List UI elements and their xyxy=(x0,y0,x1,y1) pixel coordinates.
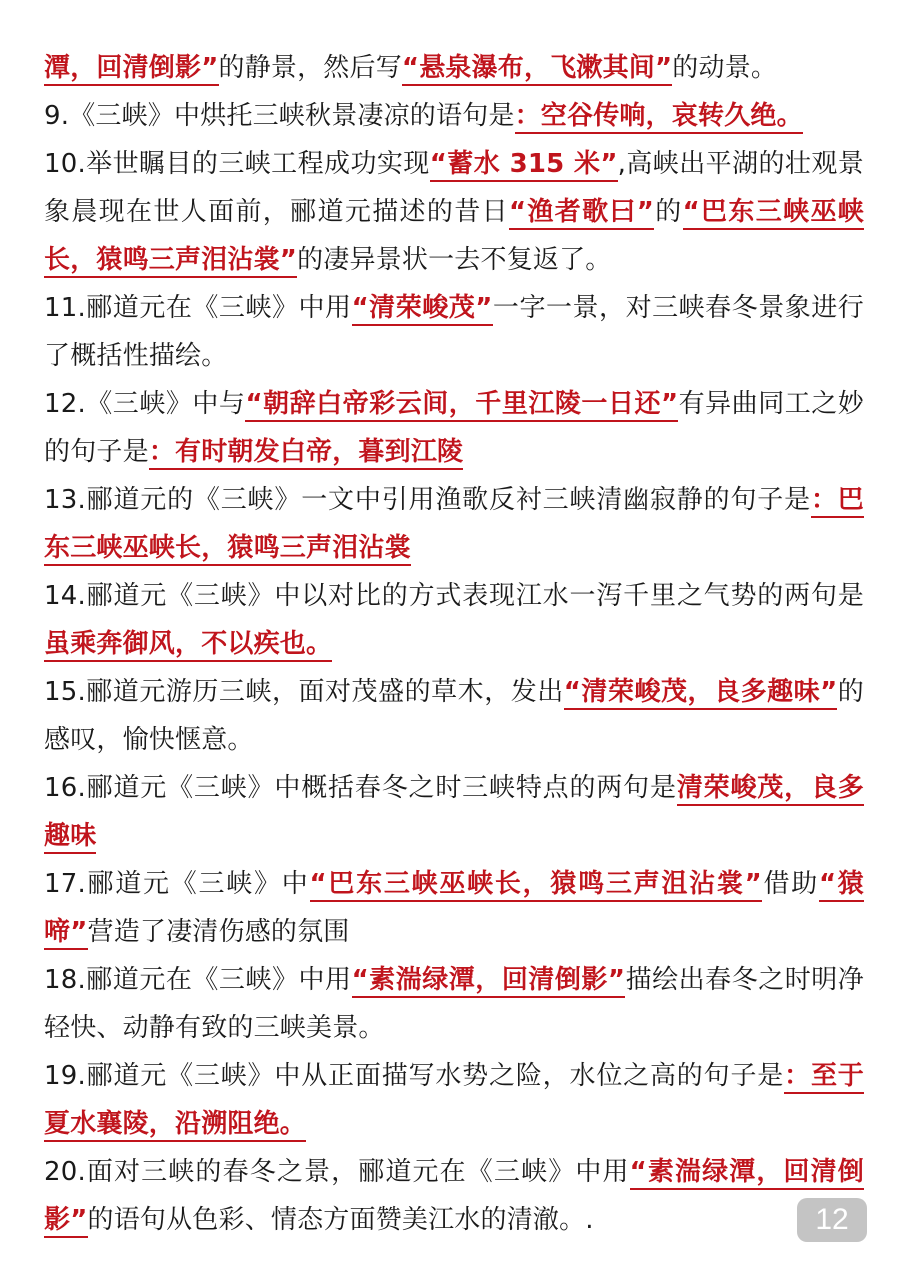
question-item xyxy=(44,380,864,476)
answer-text: 清荣峻茂，良多趣味 xyxy=(44,773,864,854)
page-number-badge: 12 xyxy=(797,1198,867,1242)
answer-text: “悬泉瀑布，飞漱其间” xyxy=(402,53,672,86)
question-item xyxy=(44,1148,864,1244)
answer-text: ：有时朝发白帝，暮到江陵 xyxy=(149,437,463,470)
question-text: 借助 xyxy=(761,869,819,899)
answer-text: “素湍绿潭，回清倒影” xyxy=(44,1157,864,1238)
question-text: 一字一景，对三峡春冬景象进行了概括性描绘。 xyxy=(44,293,864,371)
question-text: 的语句从色彩、情态方面赞美江水的清澈。. xyxy=(87,1205,594,1235)
question-text: 17.郦道元《三峡》中 xyxy=(44,869,310,899)
answer-text: “蓄水 315 米” xyxy=(430,149,618,182)
question-item xyxy=(44,476,864,572)
answer-text: “清荣峻茂，良多趣味” xyxy=(564,677,838,710)
question-item xyxy=(44,572,864,668)
question-item xyxy=(44,668,864,764)
question-text: 的静景，然后写 xyxy=(218,53,402,83)
question-item xyxy=(44,92,864,140)
question-item xyxy=(44,284,864,380)
answer-text: ：至于夏水襄陵，沿溯阻绝。 xyxy=(44,1061,864,1142)
question-text: 10.举世瞩目的三峡工程成功实现 xyxy=(44,149,430,179)
question-text: 的感叹，愉快惬意。 xyxy=(44,677,864,755)
answer-text: “猿啼” xyxy=(44,869,864,950)
answer-text: “巴东三峡巫峡长，猿鸣三声泪沾裳” xyxy=(44,197,864,278)
question-text: 11.郦道元在《三峡》中用 xyxy=(44,293,352,323)
question-text: 有异曲同工之妙的句子是 xyxy=(44,389,864,467)
answer-text: “清荣峻茂” xyxy=(352,293,493,326)
question-item xyxy=(44,764,864,860)
question-text: 描绘出春冬之时明净轻快、动静有致的三峡美景。 xyxy=(44,965,864,1043)
answer-text: “素湍绿潭，回清倒影” xyxy=(352,965,626,998)
question-text: ,高峡出平湖的壮观景象晨现在世人面前，郦道元描述的昔日 xyxy=(44,149,864,227)
answer-text: 虽乘奔御风，不以疾也。 xyxy=(44,629,332,662)
question-item xyxy=(44,860,864,956)
answer-text: 潭，回清倒影” xyxy=(44,53,219,86)
question-text: 19.郦道元《三峡》中从正面描写水势之险，水位之高的句子是 xyxy=(44,1061,785,1091)
question-item xyxy=(44,1052,864,1148)
question-item xyxy=(44,956,864,1052)
question-text: 的凄异景状一去不复返了。 xyxy=(297,245,612,275)
question-text: 12.《三峡》中与 xyxy=(44,389,246,419)
question-text: 18.郦道元在《三峡》中用 xyxy=(44,965,352,995)
answer-text: “朝辞白帝彩云间，千里江陵一日还” xyxy=(245,389,678,422)
answer-text: ：空谷传响，哀转久绝。 xyxy=(515,101,803,134)
question-item xyxy=(44,140,864,284)
question-text: 15.郦道元游历三峡，面对茂盛的草木，发出 xyxy=(44,677,564,707)
answer-text: “巴东三峡巫峡长，猿鸣三声沮沾裳” xyxy=(310,869,762,902)
answer-text: ：巴东三峡巫峡长，猿鸣三声泪沾裳 xyxy=(44,485,864,566)
question-text: 16.郦道元《三峡》中概括春冬之时三峡特点的两句是 xyxy=(44,773,677,803)
answer-text: “渔者歌曰” xyxy=(509,197,654,230)
question-text: 20.面对三峡的春冬之景，郦道元在《三峡》中用 xyxy=(44,1157,630,1187)
question-text: 9.《三峡》中烘托三峡秋景凄凉的语句是 xyxy=(44,101,515,131)
question-text: 的动景。 xyxy=(672,53,778,83)
question-list xyxy=(44,44,864,1244)
question-text: 13.郦道元的《三峡》一文中引用渔歌反衬三峡清幽寂静的句子是 xyxy=(44,485,811,515)
question-text: 14.郦道元《三峡》中以对比的方式表现江水一泻千里之气势的两句是 xyxy=(44,581,864,611)
question-item xyxy=(44,44,864,92)
question-text: 的 xyxy=(654,197,683,227)
question-text: 营造了凄清伤感的氛围 xyxy=(87,917,350,947)
